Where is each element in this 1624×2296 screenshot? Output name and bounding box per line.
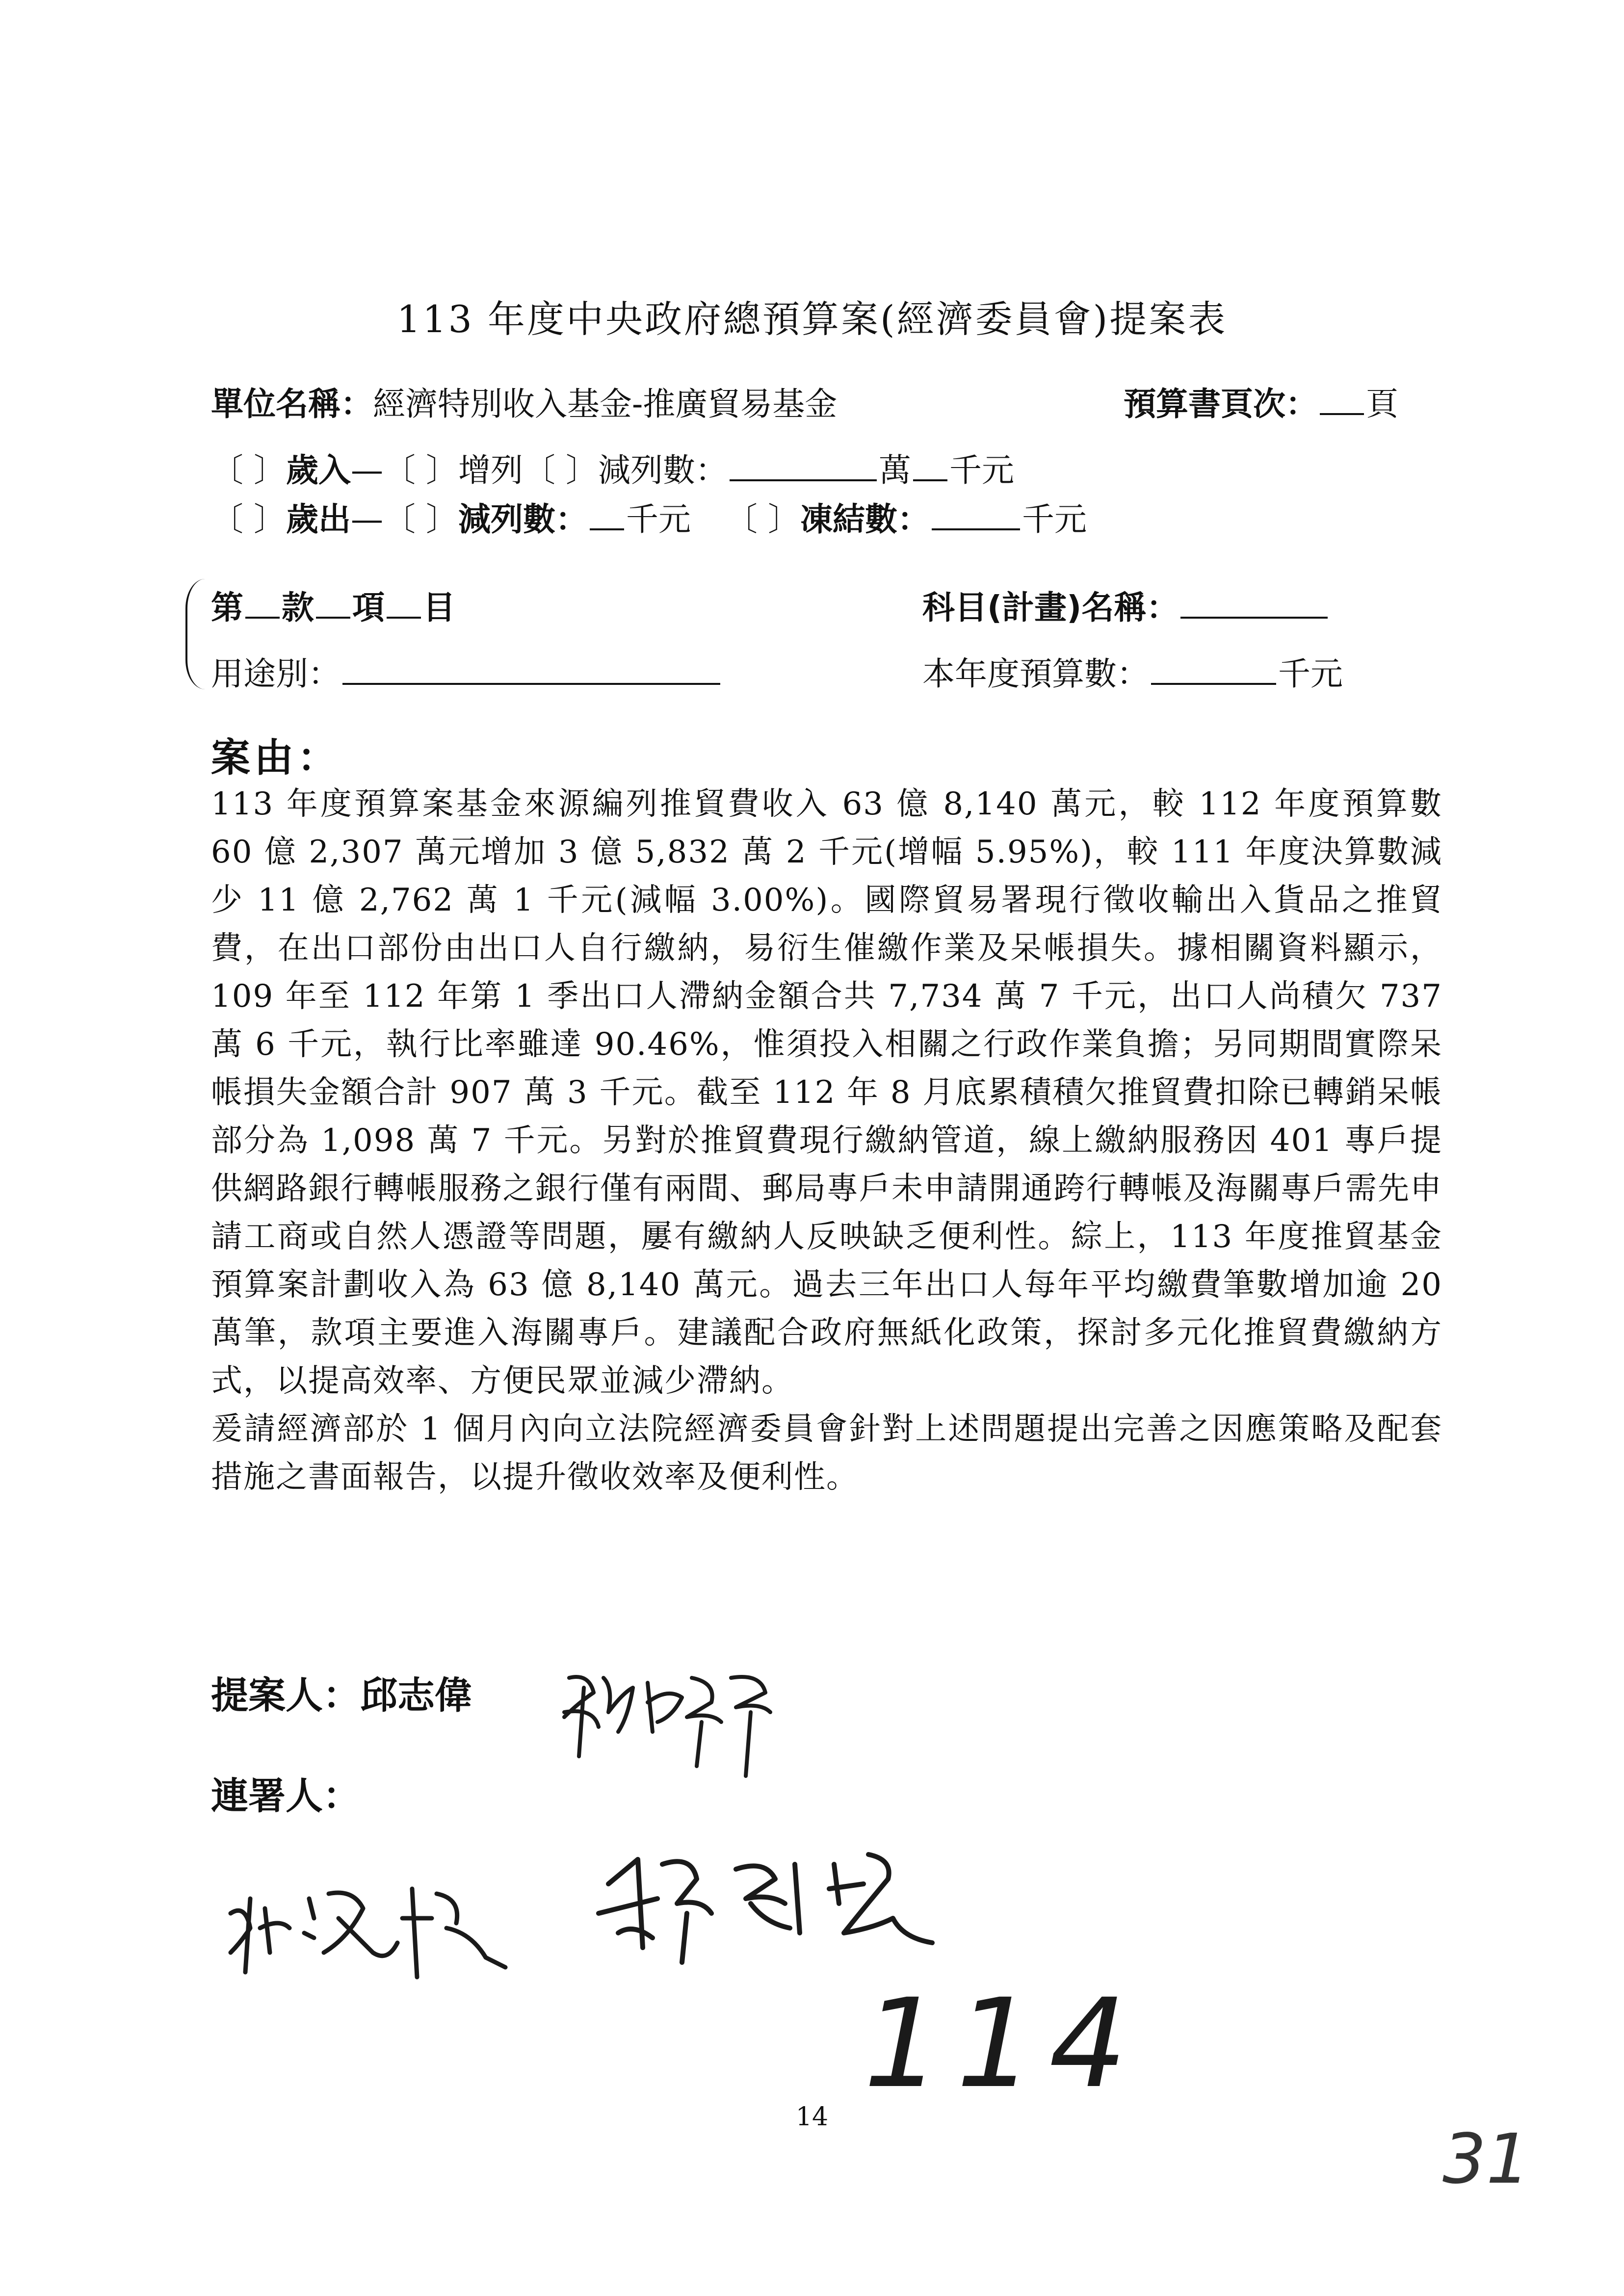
increase-label: 增列 xyxy=(458,451,523,489)
subject-blank[interactable] xyxy=(1180,616,1328,619)
thousand-yuan-unit: 千元 xyxy=(626,500,691,538)
unit-name: 經濟特別收入基金-推廣貿易基金 xyxy=(373,385,838,423)
thousand-yuan-unit: 千元 xyxy=(949,451,1014,489)
proposer-signature xyxy=(550,1658,795,1786)
revenue-thousand-blank[interactable] xyxy=(913,479,947,481)
exp-decrease-checkbox[interactable]: 〔 〕 xyxy=(383,500,458,538)
budget-page-row xyxy=(1124,378,1398,424)
di-label: 第 xyxy=(211,589,243,626)
year-budget-row xyxy=(922,648,1343,694)
subject-row xyxy=(922,581,1330,628)
wan-unit: 萬 xyxy=(878,451,911,489)
kuan-blank[interactable] xyxy=(245,616,280,619)
unit-row xyxy=(211,378,837,424)
proposer-label: 提案人： xyxy=(211,1673,360,1717)
exp-decrease-label: 減列數： xyxy=(458,500,588,538)
mu-label: 目 xyxy=(423,589,455,626)
left-brace xyxy=(185,579,207,689)
expenditure-row xyxy=(211,493,1087,540)
body-text xyxy=(211,780,1442,1501)
expenditure-label: 歲出 xyxy=(286,500,351,538)
kuan-label: 款 xyxy=(282,589,314,626)
dash: — xyxy=(350,451,383,489)
revenue-row xyxy=(211,444,1014,491)
use-blank[interactable] xyxy=(342,682,720,685)
increase-checkbox[interactable]: 〔 〕 xyxy=(383,451,458,489)
freeze-checkbox[interactable]: 〔 〕 xyxy=(725,500,800,538)
year-budget-blank[interactable] xyxy=(1151,682,1276,685)
proposer-row xyxy=(211,1666,472,1719)
freeze-label: 凍結數： xyxy=(800,500,930,538)
margin-number: 31 xyxy=(1442,2119,1530,2199)
thousand-yuan-unit: 千元 xyxy=(1278,655,1343,693)
xiang-blank[interactable] xyxy=(316,616,350,619)
cosigner-signature-2 xyxy=(589,1825,942,1972)
mu-blank[interactable] xyxy=(387,616,421,619)
expenditure-checkbox[interactable]: 〔 〕 xyxy=(211,500,286,538)
use-label: 用途別： xyxy=(211,655,341,693)
revenue-wan-blank[interactable] xyxy=(730,479,877,481)
budget-page-label: 預算書頁次： xyxy=(1124,385,1318,423)
paragraph-request: 爰請經濟部於 1 個月內向立法院經濟委員會針對上述問題提出完善之因應策略及配套措施之書面報告，以提升徵收效率及便利性。 xyxy=(211,1411,1442,1495)
budget-page-blank[interactable] xyxy=(1320,413,1364,415)
budget-page-suffix: 頁 xyxy=(1366,385,1398,423)
exp-decrease-blank[interactable] xyxy=(590,528,624,530)
cosigner-signature-1 xyxy=(216,1854,510,1997)
document-title: 113 年度中央政府總預算案(經濟委員會)提案表 xyxy=(396,297,1228,341)
paragraph-reason: 113 年度預算案基金來源編列推貿費收入 63 億 8,140 萬元，較 112 年度預算數 60 億 2,307 萬元增加 3 億 5,832 萬 2 千元(增幅 5.95%)，較 111 年度決算數減少 11 億 2,762 萬 1 千元(減幅 3.00%)。國際貿易署現行徵收輸出入貨品之推貿費，在出口部份由出口人自行繳納，易衍生催繳作業及呆帳損失。據相關資料顯示，109 年至 112 年第 1 季出口人滯納金額合共 7,734 萬 7 千元，出口人尚積欠 737 萬 6 千元，執行比率雖達 90.46%，惟須投入相關之行政作業負擔；另同期間實際呆帳損失金額合計 907 萬 3 千元。截至 112 年 8 月底累積積欠推貿費扣除已轉銷呆帳部分為 1,098 萬 7 千元。另對於推貿費現行繳納管道，線上繳納服務因 401 專戶提供網路銀行轉帳服務之銀行僅有兩間、郵局專戶未申請開通跨行轉帳及海關專戶需先申請工商或自然人憑證等問題，屢有繳納人反映缺乏便利性。綜上，113 年度推貿基金預算案計劃收入為 63 億 8,140 萬元。過去三年出口人每年平均繳費筆數增加逾 20 萬筆，款項主要進入海關專戶。建議配合政府無紙化政策，探討多元化推貿費繳納方式，以提高效率、方便民眾並減少滯納。 xyxy=(211,786,1442,1399)
page-number: 14 xyxy=(795,2102,829,2132)
unit-label: 單位名稱： xyxy=(211,385,373,423)
cosigner-label: 連署人： xyxy=(211,1774,360,1818)
revenue-decrease-label: 減列數： xyxy=(598,451,728,489)
freeze-blank[interactable] xyxy=(932,528,1020,530)
decrease-checkbox[interactable]: 〔 〕 xyxy=(523,451,598,489)
proposer-name: 邱志偉 xyxy=(360,1673,472,1717)
handwritten-number: 114 xyxy=(864,1972,1142,2115)
dash: — xyxy=(350,500,383,538)
revenue-checkbox[interactable]: 〔 〕 xyxy=(211,451,286,489)
section-heading: 案由： xyxy=(211,735,341,781)
revenue-label: 歲入 xyxy=(286,451,351,489)
year-budget-label: 本年度預算數： xyxy=(922,655,1149,693)
xiang-label: 項 xyxy=(352,589,385,626)
use-row xyxy=(211,648,722,694)
subject-label: 科目(計畫)名稱： xyxy=(922,589,1179,626)
thousand-yuan-unit: 千元 xyxy=(1022,500,1087,538)
item-row xyxy=(211,581,455,628)
